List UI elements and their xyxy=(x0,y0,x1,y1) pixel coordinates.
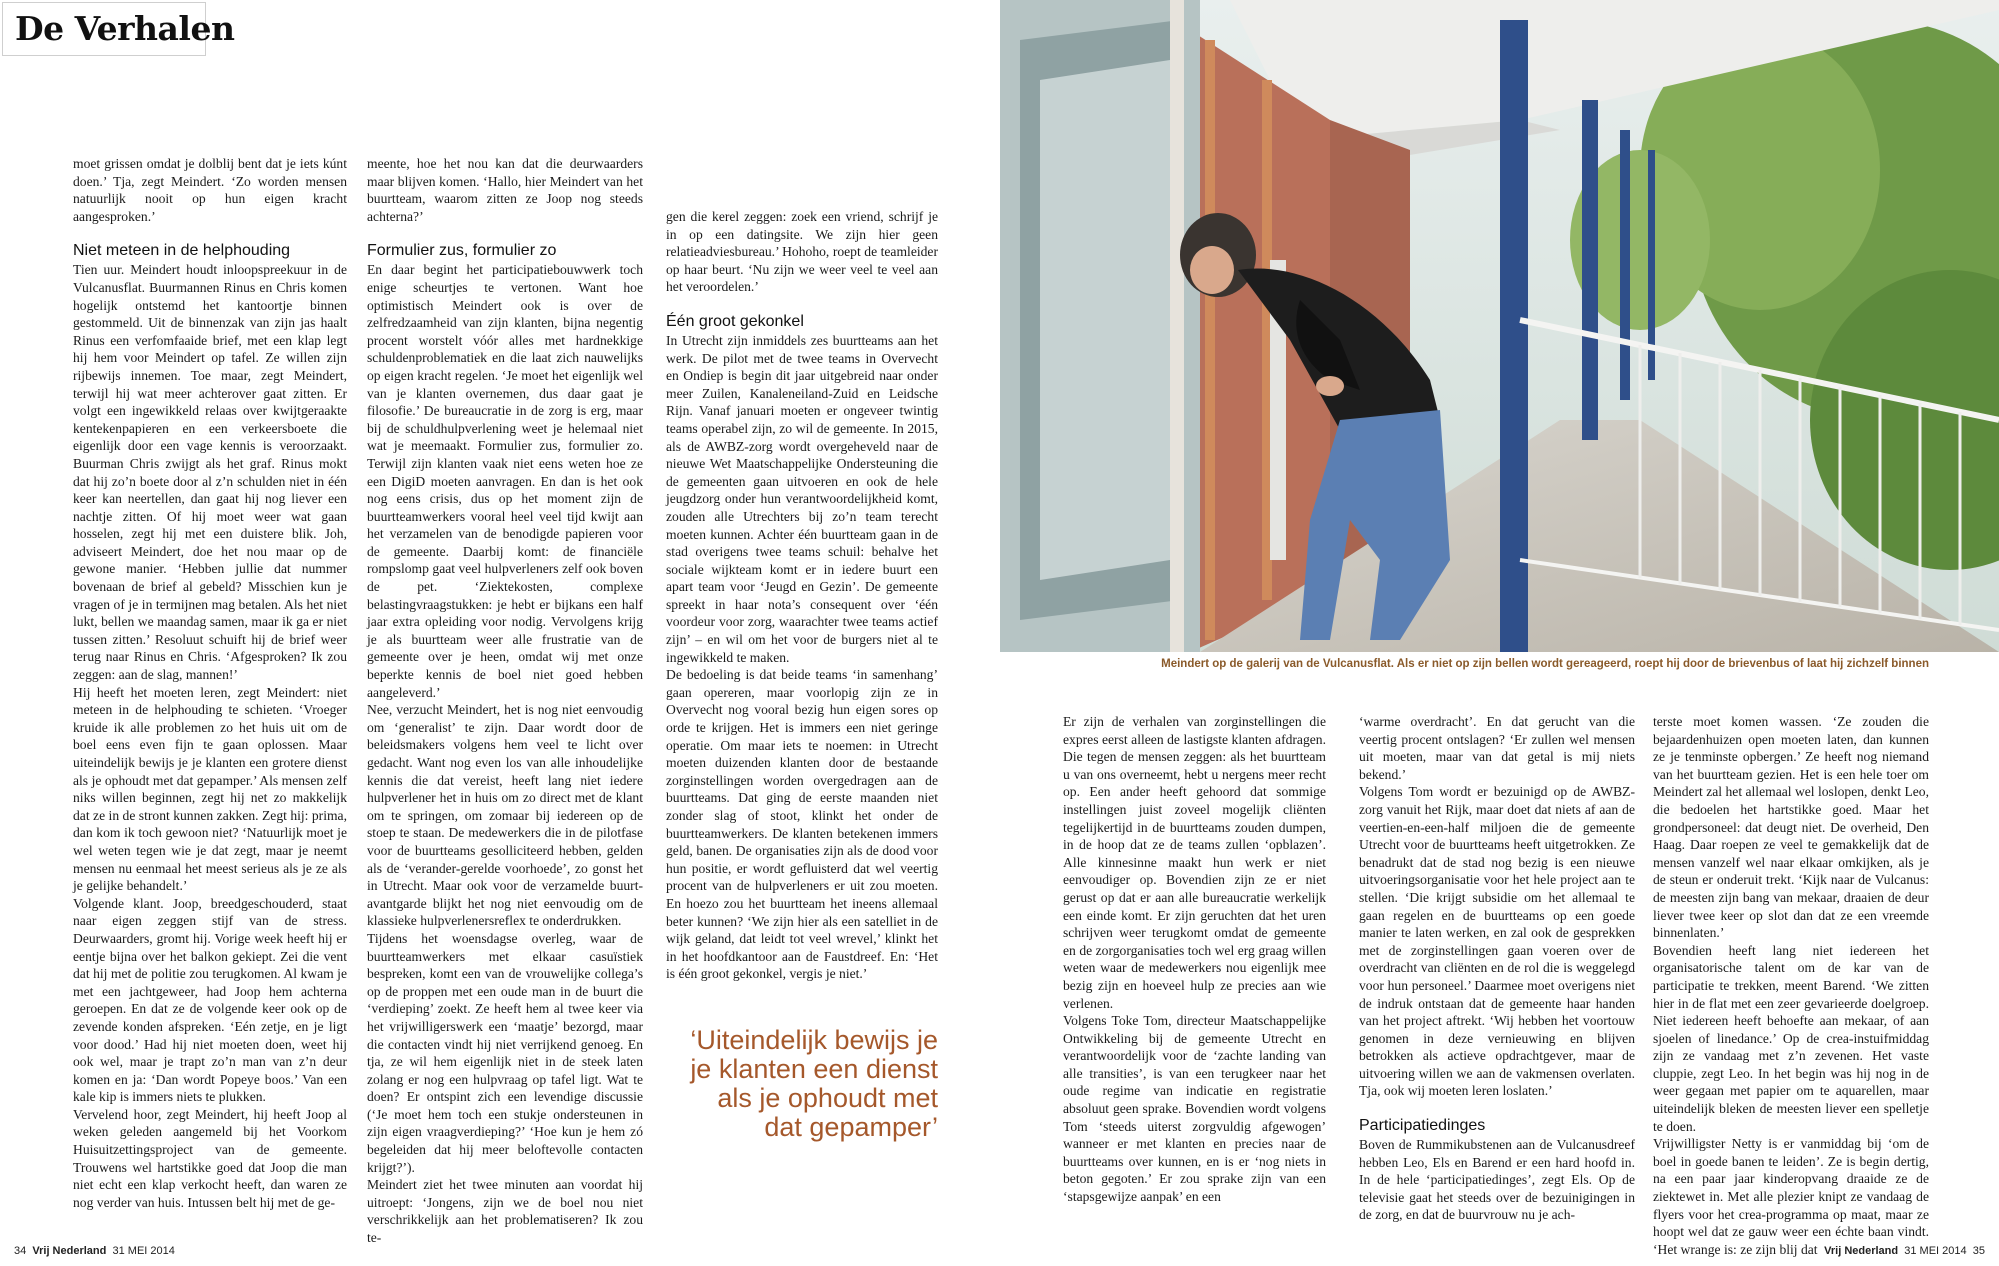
paragraph: Nee, verzucht Meindert, het is nog niet eenvoudig om ‘generalist’ te zijn. Daar wordt door de beleidsmakers volgens hem veel te licht over gedacht. Want nog even los van alle inhoudelijke kennis die dat vereist, heeft lang niet iedere hulpverlener het in huis om zo direct met de klant om te springen, om zomaar bij iedereen op de stoep te staan. De medewerkers die in de pilotfase voor de buurtteams gesolliciteerd hebben, gelden als de ‘verander-gerelde voorhoede’, zo gonst het in Utrecht. Maar ook voor de verzamelde buurt-avantgarde blijkt het nog niet eenvoudig om de klassieke hulpverlenersreflex te onderdrukken. xyxy=(367,702,643,929)
subheading: Niet meteen in de helphouding xyxy=(73,242,291,260)
section-tag xyxy=(2,2,235,56)
paragraph: Tijdens het woensdagse overleg, waar de buurtteamwerkers met elkaar casuïstiek bespreken, komt een van de vrouwelijke collega’s op de proppen met een oude man in de buurt die ‘verdieping’ zoekt. Ze heeft hem al twee keer via het vrijwilligerswerk een ‘maatje’ bezorgd, maar die contacten vindt hij niet verrijkend genoeg. En tja, ze wil hem eigenlijk niet in de steek laten zolang er nog een hulpvraag op tafel ligt. Wat te doen? Er ontspint zich een levendige discussie (‘Je moet hem toch een stukje ondersteunen in zijn eigen vraagverdieping?’ ‘Hoe kun je hem zó begeleiden dat hij meer beloftevolle contacten krijgt?’). xyxy=(367,930,643,1175)
article-column-2 xyxy=(367,155,643,1247)
subheading: Één groot gekonkel xyxy=(666,312,804,330)
folio-right xyxy=(1824,1245,1985,1257)
article-column-5 xyxy=(1359,713,1635,1224)
paragraph: Volgende klant. Joop, breedgeschouderd, staat naar eigen zeggen stijf van de stress. Deurwaarders, gromt hij. Vorige week heeft hij er eentje bijna over het balkon gekiept. Zei die vent dat hij met de politie zou terugkomen. Al kwam je met een jachtgeweer, had Joop hem achterna geroepen. En dat ze de volgende keer ook op de zevende konden afspreken. ‘Eén zetje, en je ligt voor dood.’ Had hij niet moeten doen, weet hij ook wel, maar je trapt zo’n man van z’n deur komen en ja: ‘Dan wordt Popeye boos.’ Van een kale kip is immers niets te plukken. xyxy=(73,895,347,1105)
subheading: Participatiedinges xyxy=(1359,1117,1486,1135)
paragraph: Volgens Tom wordt er bezuinigd op de AWBZ-zorg vanuit het Rijk, maar doet dat niets af aan de veertien-en-een-half miljoen die de gemeente Utrecht voor de buurtteams heeft uitgetrokken. Ze benadrukt dat de stad nog bezig is een nieuwe uitvoeringsorganisatie voor het hele project aan te stellen. ‘Die krijgt subsidie om het allemaal te gaan regelen en de buurtteams op een goede manier te laten werken, en zal ook de gesprekken met de zorginstellingen gaan voeren over de overdracht van cliënten en de rol die is weggelegd voor hun personeel.’ Daarmee moet overigens niet de indruk ontstaan dat de gemeente haar handen van het project aftrekt. ‘Wij hebben het voortouw genomen in deze vernieuwing en blijven betrokken als actieve opdrachtgever, maar de uitvoering willen we aan de vakmensen overlaten. Tja, ook wij moeten leren loslaten.’ xyxy=(1359,784,1635,1099)
paragraph: In Utrecht zijn inmiddels zes buurtteams aan het werk. De pilot met de twee teams in Overvecht en Ondiep is begin dit jaar uitgebreid naar onder meer Zuilen, Kanaleneiland-Zuid en Leidsche Rijn. Vanaf januari moeten er ongeveer twintig teams operabel zijn, zo wil de gemeente. In 2015, als de AWBZ-zorg wordt overgeheveld naar de nieuwe Wet Maatschappelijke Ondersteuning die de gemeenten gaan uitvoeren en ook de hele jeugdzorg onder hun verantwoordelijkheid komt, zouden alle Utrechters bij zo’n team terecht moeten kunnen. Achter één buurtteam gaan in de stad overigens twee teams schuil: behalve het sociale wijkteam komt er in iedere buurt een apart team voor ‘Jeugd en Gezin’. De gemeente spreekt in haar nota’s consequent over ‘één voordeur voor zorg, waarachter twee teams actief zijn’ – en wil om het voor de burgers niet al te ingewikkeld te maken. xyxy=(666,332,938,665)
paragraph: Bovendien heeft lang niet iedereen het organisatorische talent om de kar van de participatie te trekken, meent Barend. ‘We zitten hier in de flat met een zeer gevarieerde doelgroep. Niet iedereen heeft behoefte aan mekaar, of aan sjoelen of linedance.’ Op de crea-instuifmiddag zijn ze vandaag met z’n zevenen. Het vaste cluppie, zegt Leo. In het begin was hij nog in de weer gegaan met papier om te aquarellen, maar uiteindelijk bleken de meesten liever een spelletje te doen. xyxy=(1653,942,1929,1134)
paragraph: Meindert ziet het twee minuten aan voordat hij uitroept: ‘Jongens, zijn we de boel nou niet verschrikkelijk aan het problematiseren? Ik zou te- xyxy=(367,1177,643,1246)
subheading: Formulier zus, formulier zo xyxy=(367,242,557,260)
pull-quote-line: ‘Uiteindelijk bewijs je xyxy=(690,1025,938,1055)
section-title: De Verhalen xyxy=(15,9,235,48)
folio-left xyxy=(14,1245,175,1257)
paragraph: Boven de Rummikubstenen aan de Vulcanusdreef hebben Leo, Els en Barend er een hard hoofd in. In de hele ‘participatiedinges’, zegt Els. Op de televisie gaat het steeds over de bezuinigingen in de zorg, en dat de buurvrouw nu je ach- xyxy=(1359,1137,1635,1223)
pull-quote-line: als je ophoudt met xyxy=(717,1083,938,1113)
paragraph: Vervelend hoor, zegt Meindert, hij heeft Joop al weken geleden aangemeld bij het Voorkom Huisuitzettingsproject van de gemeente. Trouwens wel hartstikke goed dat Joop die man niet echt een klap verkocht heeft, dan waren ze nog verder van huis. Intussen belt hij met de ge- xyxy=(73,1106,347,1210)
paragraph: Tien uur. Meindert houdt inloopspreekuur in de Vulcanusflat. Buurmannen Rinus en Chris komen hogelijk ontstemd het kantoortje binnen gestommeld. Uit de binnenzak van zijn jas haalt Rinus een verfomfaaide brief, met een klap legt hij hem voor Meindert op tafel. Ze willen zijn rijbewijs innemen. Toe maar, zegt Meindert, terwijl hij wat meer achterover gaat zitten. Er volgt een ingewikkeld relaas over kwijtgeraakte kentekenpapieren en een verkeersboete die eigenlijk door een vage kennis is veroorzaakt. Buurman Chris zwijgt als het graf. Rinus mokt dat hij zo’n boete door al z’n schulden niet in één keer kan neertellen, dan gaat hij nog liever een nachtje zitten. Of hij moet weer wat gaan hosselen, zegt hij met een duistere blik. Joh, adviseert Meindert, doe het nou maar op de gewone manier. ‘Hebben jullie dat nummer bovenaan de brief al gebeld? Misschien kun je vragen of je in termijnen mag betalen. Als het niet lukt, bellen we maandag samen, maar ik ga er niet tussen zitten.’ Resoluut schuift hij de brief weer terug naar Rinus en Chris. ‘Afgesproken? Ik zou zeggen: aan de slag, mannen!’ xyxy=(73,262,347,683)
paragraph: Volgens Toke Tom, directeur Maatschappelijke Ontwikkeling bij de gemeente Utrecht en verantwoordelijk voor de ‘zachte landing van alle transities’, is van een terugkeer naar het oude regime van indicatie en registratie absoluut geen sprake. Bovendien wordt volgens Tom ‘steeds uiterst zorgvuldig afgewogen’ wanneer er met klanten en precies naar de buurtteams over kunnen, en is er ‘nog niets in beton gegoten.’ Er zou sprake zijn van een ‘stapsgewijze aanpak’ en een xyxy=(1063,1013,1326,1205)
paragraph: En daar begint het participatiebouwwerk toch enige scheurtjes te vertonen. Want hoe optimistisch Meindert ook is over de zelfredzaamheid van zijn klanten, bijna negentig procent worstelt vóór alles met hardnekkige schuldenproblematiek en die laat zich nauwelijks op eigen kracht regelen. ‘Je moet het eigenlijk wel van je klanten overnemen, dus daar gaat je filosofie.’ De bureaucratie in de zorg is erg, maar bij de schuldhulpverlening weet je helemaal niet wat je meemaakt. Formulier zus, formulier zo. Terwijl zijn klanten vaak niet eens weten hoe ze een DigiD moeten aanvragen. En dan is het ook nog eens crisis, dus op het moment zijn de buurtteamwerkers vooral heel veel tijd kwijt aan het verzamelen van de benodigde papieren voor de gemeente. Daarbij komt: de financiële rompslomp gaat veel hulpverleners zelf ook boven de pet. ‘Ziektekosten, complexe belastingvraagstukken: je hebt er bijkans een half jaar extra opleiding voor nodig. Vervolgens krijg je als buurtteam weer alle frustratie van de gemeente over je heen, omdat wij met onze beperkte kennis de boel niet goed hebben aangeleverd.’ xyxy=(367,262,643,700)
column-lead: moet grissen omdat je dolblij bent dat je iets kúnt doen.’ Tja, zegt Meindert. ‘Zo worden mensen natuurlijk nooit op hun eigen kracht aangesproken.’ xyxy=(73,156,347,224)
photo-caption: Meindert op de galerij van de Vulcanusflat. Als er niet op zijn bellen wordt gereageerd, roept hij door de brievenbus of laat hij zichzelf binnen xyxy=(1161,658,1929,670)
gallery-scene-illustration xyxy=(1000,0,1999,652)
paragraph: Er zijn de verhalen van zorginstellingen die expres eerst alleen de lastigste klanten afdragen. Die tegen de mensen zeggen: als het buurtteam u van ons overneemt, hebt u nergens meer recht op. Een ander heeft gehoord dat sommige instellingen juist zoveel mogelijk cliënten tegelijkertijd in de buurtteams zouden dumpen, in de hoop dat ze de teams zullen ‘opblazen’. Alle kinnesinne maakt hun werk er niet eenvoudiger op. Bovendien zijn ze er niet gerust op dat er aan alle bureaucratie werkelijk een einde komt. Er zijn geruchten dat het uren schrijven weer terugkomt omdat de gemeente en de zorgorganisaties toch wel erg graag willen weten waar de medewerkers nou eigenlijk mee bezig zijn en hoeveel hulp ze precies aan wie verlenen. xyxy=(1063,714,1326,1011)
issue-date: 31 MEI 2014 xyxy=(112,1245,175,1257)
issue-date: 31 MEI 2014 xyxy=(1904,1245,1967,1257)
magazine-name: Vrij Nederland xyxy=(32,1245,107,1257)
paragraph: De bedoeling is dat beide teams ‘in samenhang’ gaan opereren, maar voorlopig zijn ze in Overvecht nog vooral bezig hun eigen sores op orde te krijgen. Het is immers een niet geringe operatie. Om maar iets te noemen: in Utrecht moeten duizenden klanten door de bestaande zorginstellingen worden overgedragen aan de buurtteams. Dat ging de eerste maanden niet zonder slag of stoot, klinkt het onder de buurtteamwerkers. De klanten betekenen immers geld, banen. De organisaties zijn als de dood voor hun positie, er wordt gefluisterd dat wel veertig procent van de hulpverleners er uit zou moeten. En hoezo zou het buurtteam het ineens allemaal beter kunnen? ‘We zijn hier als een satelliet in de wijk geland, dat leidt tot veel wrevel,’ klinkt het in het hoofdkantoor aan de Faustdreef. En: ‘Het is één groot gekonkel, vergis je niet.’ xyxy=(666,667,938,982)
column-lead: meente, hoe het nou kan dat die deurwaarders maar blijven komen. ‘Hallo, hier Meindert van het buurtteam, waarom zitten ze Joop nog steeds achterna?’ xyxy=(367,156,643,224)
article-column-4 xyxy=(1063,713,1326,1206)
article-column-6 xyxy=(1653,713,1929,1258)
article-column-3 xyxy=(666,208,938,983)
feature-photo xyxy=(1000,0,1999,652)
magazine-name: Vrij Nederland xyxy=(1824,1245,1899,1257)
column-lead: gen die kerel zeggen: zoek een vriend, schrijf je in op een datingsite. We zijn hier geen relatieadviesbureau.’ Hohoho, roept de teamleider op haar beurt. ‘Nu zijn we weer veel te veel aan het veroordelen.’ xyxy=(666,209,938,295)
pull-quote-line: dat gepamper’ xyxy=(764,1112,938,1142)
page-number: 34 xyxy=(14,1245,27,1257)
article-column-1 xyxy=(73,155,347,1211)
pull-quote-line: je klanten een dienst xyxy=(690,1054,938,1084)
paragraph: Hij heeft het moeten leren, zegt Meindert: niet meteen in de helphouding te schieten. ‘Vroeger kruide ik alle problemen zo het huis uit om de boel eens even fijn te gaan oplossen. Maar uiteindelijk bewijs je je klanten een grotere dienst als je ophoudt met dat gepamper.’ Als mensen zelf niks willen beginnen, zegt hij net zo makkelijk dat ze in de stront kunnen zakken. Zegt hij: prima, dan kom ik toch gewoon niet? ‘Natuurlijk moet je wel weten tegen wie je dat zegt, maar je neemt mensen nu eenmaal het meest serieus als je ze als je gelijke behandelt.’ xyxy=(73,684,347,894)
paragraph: ‘warme overdracht’. En dat gerucht van die veertig procent ontslagen? ‘Er zullen wel mensen uit moeten, maar van dat getal is mij niets bekend.’ xyxy=(1359,714,1635,782)
pull-quote xyxy=(660,1026,938,1142)
paragraph: terste moet komen wassen. ‘Ze zouden die bejaardenhuizen open moeten laten, dan kunnen ze je tenminste opbergen.’ Ze heeft nog niemand van het buurtteam gezien. Het is een hele toer om Meindert zal het allemaal wel loslopen, denkt Leo, die bedoelen het hartstikke goed. Maar het grondpersoneel: dat deugt niet. De overheid, Den Haag. Daar roepen ze veel te gemakkelijk dat de mensen vanzelf wel naar elkaar omkijken, als je de steun er onderuit trekt. ‘Kijk naar de Vulcanus: de meesten zijn bang van mekaar, draaien de deur liever twee keer op slot dan dat ze een vreemde binnenlaten.’ xyxy=(1653,714,1929,941)
page-number: 35 xyxy=(1972,1245,1985,1257)
paragraph: Vrijwilligster Netty is er vanmiddag bij ‘om de boel in goede banen te leiden’. Ze is begin dertig, na een paar jaar kinderopvang draaide ze de ziektewet in. Met alle plezier knipt ze vandaag de flyers voor het crea-programma op maat, maar ze hoopt wel dat ze gauw weer een échte baan vindt. ‘Het wrange is: ze zijn blij dat xyxy=(1653,1136,1929,1257)
